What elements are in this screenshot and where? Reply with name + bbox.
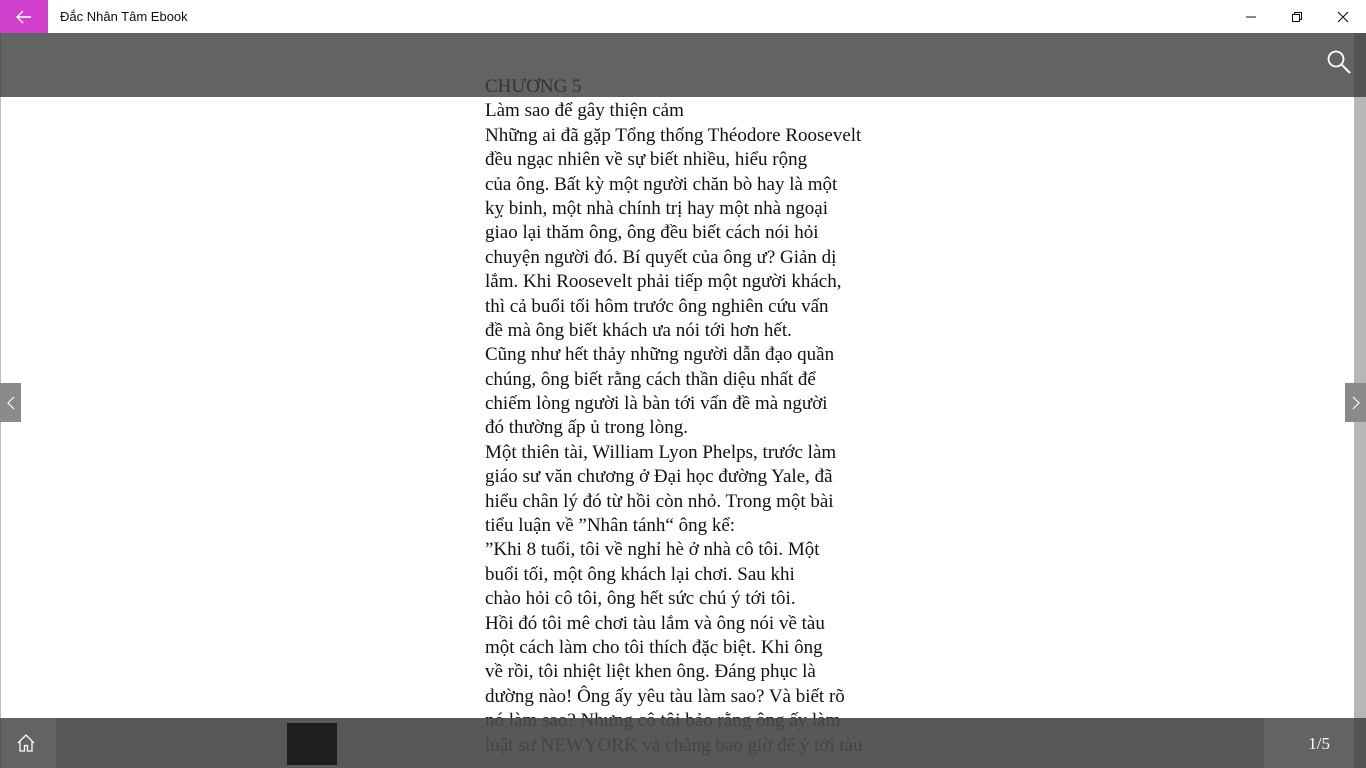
text-line: đó thường ấp ủ trong lòng.	[485, 417, 688, 439]
top-toolbar	[0, 33, 1366, 97]
close-button[interactable]	[1320, 0, 1366, 33]
close-icon	[1337, 11, 1349, 23]
back-arrow-icon	[16, 10, 32, 24]
back-button[interactable]	[0, 0, 48, 33]
restore-icon	[1291, 11, 1303, 23]
page-text	[485, 75, 905, 758]
text-line: lắm. Khi Roosevelt phải tiếp một người khách,	[485, 271, 842, 293]
text-line: chúng, ông biết rằng cách thần diệu nhất để	[485, 368, 816, 390]
text-line: chiếm lòng người là bàn tới vấn đề mà người	[485, 393, 828, 415]
chevron-left-icon	[7, 396, 15, 410]
text-line: đều ngạc nhiên về sự biết nhiều, hiểu rộng	[485, 149, 808, 171]
text-line: Một thiên tài, William Lyon Phelps, trước làm	[485, 441, 837, 463]
previous-page-button[interactable]	[0, 383, 21, 422]
page-slider[interactable]	[56, 718, 1264, 768]
home-icon	[16, 733, 36, 753]
text-line: về rồi, tôi nhiệt liệt khen ông. Đáng phục là	[485, 661, 816, 683]
next-page-button[interactable]	[1345, 383, 1366, 422]
text-line: hiểu chân lý đó từ hồi còn nhỏ. Trong một bài	[485, 490, 834, 512]
minimize-icon	[1245, 11, 1257, 23]
app-title: Đắc Nhân Tâm Ebook	[60, 9, 188, 24]
text-line: Cũng như hết thảy những người dẫn đạo quần	[485, 344, 835, 366]
text-line: tiểu luận về ”Nhân tánh“ ông kể:	[485, 515, 736, 537]
text-line: Những ai đã gặp Tổng thống Théodore Roosevelt	[485, 124, 862, 146]
window-controls	[1228, 0, 1366, 33]
text-line: Làm sao để gây thiện cảm	[485, 100, 684, 122]
text-line: của ông. Bất kỳ một người chăn bò hay là một	[485, 173, 838, 195]
text-line: kỵ binh, một nhà chính trị hay một nhà ngoại	[485, 197, 829, 219]
text-line: một cách làm cho tôi thích đặc biệt. Khi ông	[485, 636, 823, 658]
search-icon	[1326, 49, 1352, 75]
page-indicator: 1/5	[1308, 734, 1330, 753]
page-slider-thumb[interactable]	[287, 723, 337, 765]
reader-page[interactable]	[0, 33, 1366, 768]
text-line: ”Khi 8 tuổi, tôi về nghỉ hè ở nhà cô tôi. Một	[485, 539, 820, 561]
text-line: thì cả buổi tối hôm trước ông nghiên cứu vấn	[485, 295, 829, 317]
bottom-toolbar	[0, 718, 1366, 768]
search-button[interactable]	[1326, 49, 1354, 77]
text-line: dường nào! Ông ấy yêu tàu làm sao? Và biết rõ	[485, 685, 845, 707]
text-line: Hồi đó tôi mê chơi tàu lắm và ông nói về tàu	[485, 612, 825, 634]
minimize-button[interactable]	[1228, 0, 1274, 33]
restore-button[interactable]	[1274, 0, 1320, 33]
text-line: giao lại thăm ông, ông đều biết cách nói hỏi	[485, 222, 819, 244]
text-line: đề mà ông biết khách ưa nói tới hơn hết.	[485, 319, 792, 341]
text-line: chào hỏi cô tôi, ông hết sức chú ý tới tôi.	[485, 588, 796, 610]
text-line: giáo sư văn chương ở Đại học đường Yale, đã	[485, 466, 833, 488]
title-bar	[0, 0, 1366, 33]
text-line: chuyện người đó. Bí quyết của ông ư? Giản dị	[485, 246, 837, 268]
home-button[interactable]	[0, 718, 52, 768]
chevron-right-icon	[1352, 396, 1360, 410]
text-line: buổi tối, một ông khách lại chơi. Sau khi	[485, 563, 795, 585]
